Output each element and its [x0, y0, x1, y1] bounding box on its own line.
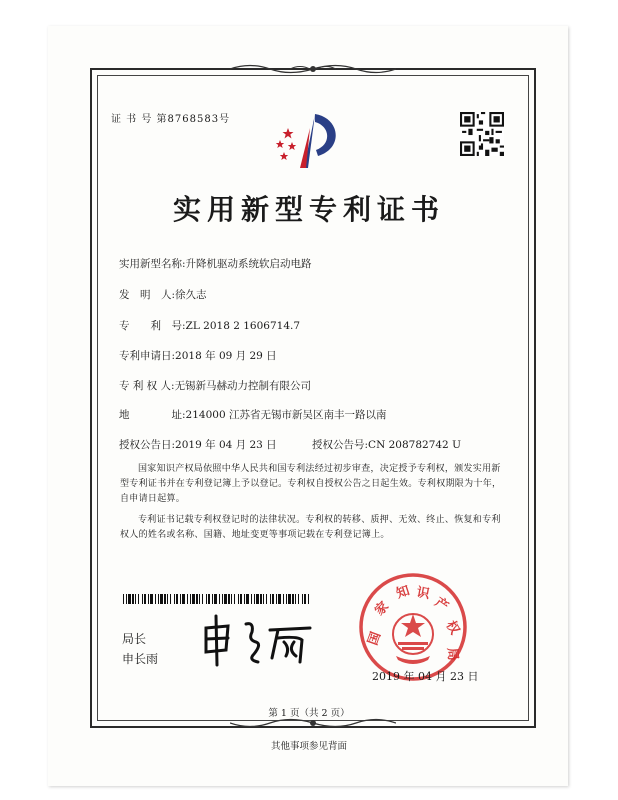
- grant-statement-paragraph: 国家知识产权局依照中华人民共和国专利法经过初步审查，决定授予专利权，颁发实用新型专利证书并在专利登记簿上予以登记。专利权自授权公告之日起生效。专利权期限为十年，自申请日起算。: [120, 464, 502, 504]
- field-value: 升降机驱动系统软启动电路: [185, 258, 312, 270]
- certificate-number: 证 书 号 第8768583号: [111, 114, 231, 125]
- field-value: 214000 江苏省无锡市新吴区南丰一路以南: [185, 409, 387, 421]
- field-inventor: [119, 287, 207, 302]
- field-patentee: [119, 378, 311, 393]
- field-label: 专 利 号:: [119, 320, 186, 332]
- svg-text:权: 权: [442, 618, 463, 638]
- field-value: ZL 2018 2 1606714.7: [185, 320, 301, 332]
- signer-name: 申长雨: [122, 652, 159, 666]
- field-grant-date: [119, 437, 277, 452]
- qr-code: [460, 112, 504, 156]
- field-label: 授权公告日:: [119, 439, 176, 451]
- barcode: [123, 594, 309, 604]
- field-address: [119, 407, 386, 422]
- certificate-title: 实用新型专利证书: [172, 193, 445, 226]
- field-value: 无锡新马赫动力控制有限公司: [174, 380, 312, 392]
- field-label: 专利申请日:: [119, 350, 176, 362]
- field-utility-model-name: [119, 256, 312, 271]
- svg-text:产: 产: [431, 594, 451, 615]
- field-application-date: [119, 348, 277, 363]
- svg-text:局: 局: [444, 647, 461, 662]
- official-seal: [358, 572, 468, 682]
- field-value: CN 208782742 U: [368, 439, 461, 451]
- field-patent-number: [119, 318, 300, 333]
- field-announcement-number: [312, 437, 461, 452]
- field-value: 徐久志: [175, 289, 207, 301]
- field-label: 专 利 权 人:: [119, 380, 175, 392]
- handwritten-signature: [198, 610, 318, 670]
- field-value: 2019 年 04 月 23 日: [175, 439, 277, 451]
- svg-text:国: 国: [365, 630, 385, 648]
- signer-title: 局长: [122, 632, 147, 646]
- field-label: 实用新型名称:: [119, 258, 186, 270]
- svg-text:家: 家: [372, 599, 393, 619]
- footer-note: 其他事项参见背面: [270, 741, 347, 752]
- field-label: 地 址:: [119, 409, 186, 421]
- field-label: 授权公告号:: [312, 439, 369, 451]
- field-label: 发 明 人:: [119, 289, 176, 301]
- cnipa-emblem: [270, 108, 350, 176]
- seal-date: 2019 年 04 月 23 日: [372, 670, 479, 683]
- field-value: 2018 年 09 月 29 日: [175, 350, 277, 362]
- top-ornament: [230, 62, 396, 76]
- svg-text:知: 知: [394, 583, 412, 602]
- page-number: 第 1 页（共 2 页）: [268, 708, 350, 719]
- svg-text:识: 识: [415, 585, 431, 603]
- legal-status-paragraph: 专利证书记载专利权登记时的法律状况。专利权的转移、质押、无效、终止、恢复和专利权人的姓名或名称、国籍、地址变更等事项记载在专利登记簿上。: [120, 515, 501, 540]
